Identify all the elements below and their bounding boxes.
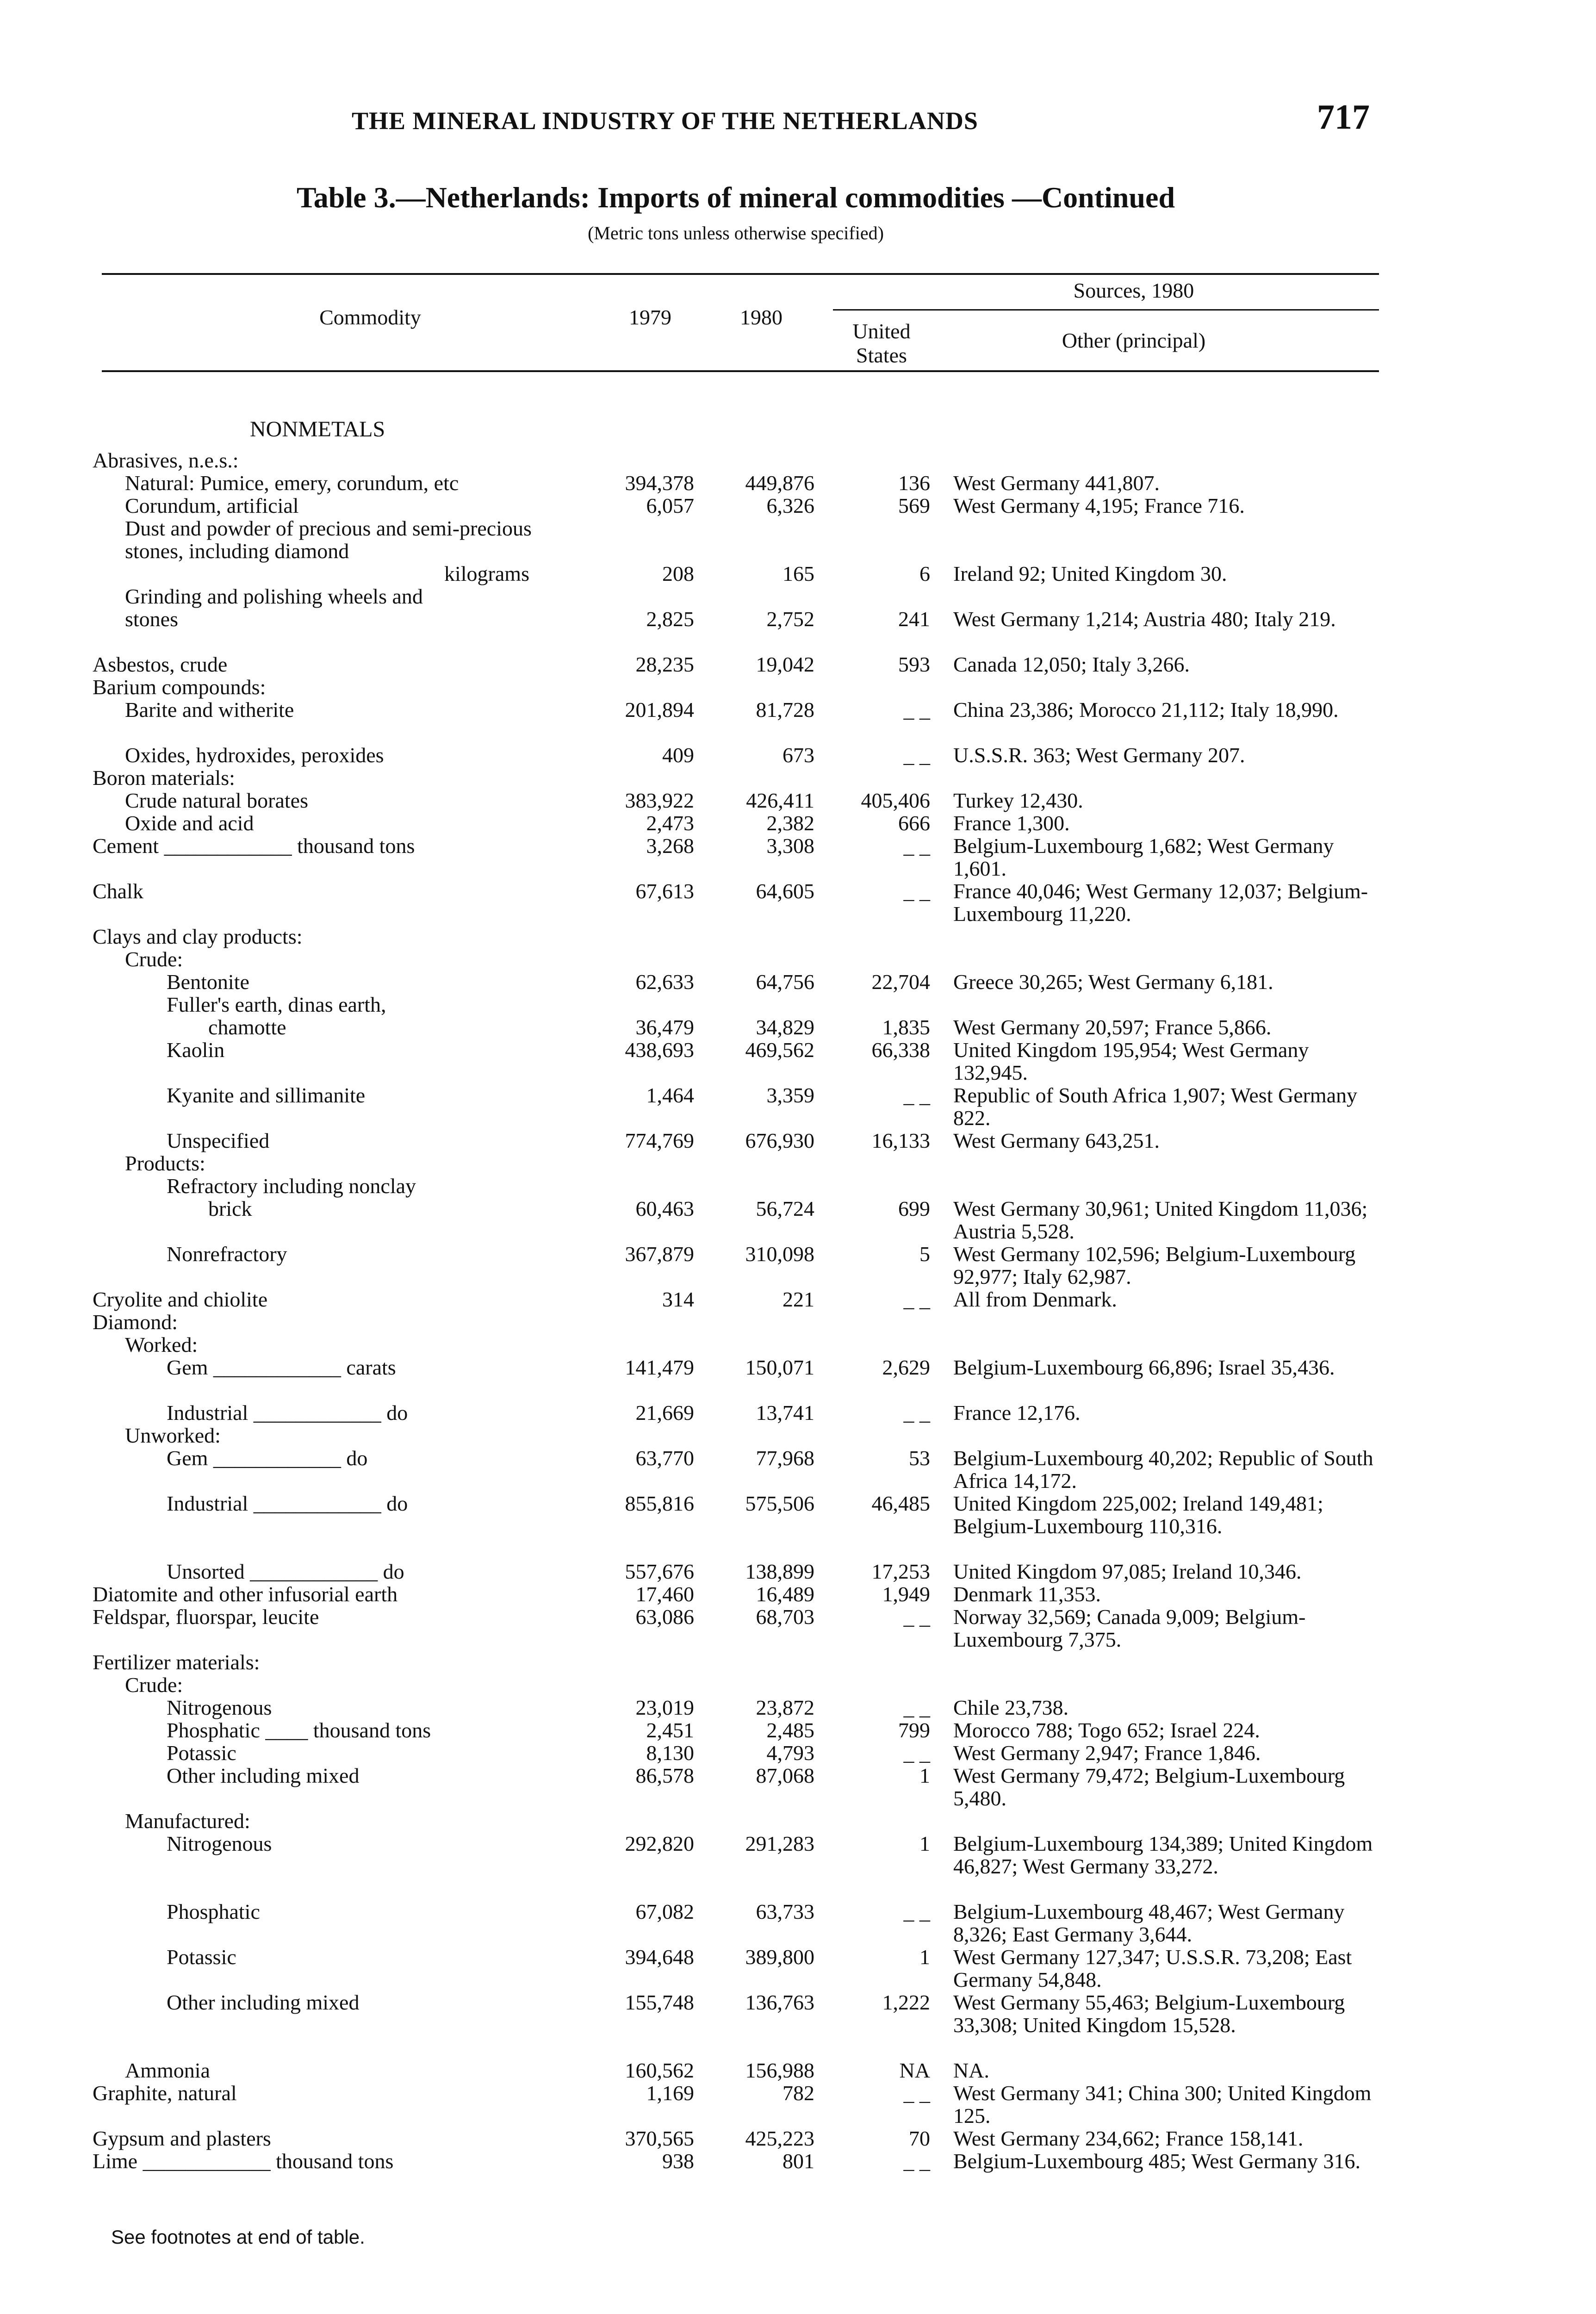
row-other-sources: China 23,386; Morocco 21,112; Italy 18,990. (953, 698, 1339, 722)
row-commodity: Industrial ____________ do (167, 1492, 408, 1515)
row-commodity: Diatomite and other infusorial earth (93, 1582, 398, 1606)
row-value-1979: 63,086 (635, 1605, 694, 1629)
row-value-us: 1,222 (882, 1991, 930, 2014)
row-value-us: 136 (898, 471, 930, 495)
row-value-1979: 3,268 (646, 834, 694, 858)
table-row (93, 1311, 1379, 1333)
row-value-1980: 138,899 (745, 1560, 814, 1583)
row-value-1980: 310,098 (745, 1242, 814, 1266)
table-row (93, 1129, 1379, 1152)
row-commodity: Worked: (125, 1333, 198, 1356)
row-value-1979: 938 (662, 2149, 694, 2173)
row-commodity: Unsorted ____________ do (167, 1560, 404, 1583)
table-row (93, 608, 1379, 653)
row-commodity: Nitrogenous (167, 1696, 272, 1719)
table-row (93, 1583, 1379, 1605)
row-value-1979: 60,463 (635, 1197, 694, 1220)
table-row (93, 2150, 1379, 2195)
table-row (93, 1651, 1379, 1673)
row-value-1980: 156,988 (745, 2059, 814, 2082)
row-value-1980: 676,930 (745, 1129, 814, 1152)
row-other-sources: West Germany 30,961; United Kingdom 11,036; Austria 5,528. (953, 1197, 1368, 1243)
row-value-us: 46,485 (871, 1492, 930, 1515)
row-value-us: 241 (898, 607, 930, 631)
table-row (93, 2127, 1379, 2150)
row-value-1979: 23,019 (635, 1696, 694, 1719)
row-commodity: Manufactured: (125, 1809, 250, 1833)
row-value-us: 22,704 (871, 970, 930, 994)
row-value-1980: 23,872 (756, 1696, 814, 1719)
row-value-1980: 2,382 (766, 811, 814, 835)
table-body (93, 449, 1379, 2314)
row-value-1979: 438,693 (625, 1038, 694, 1062)
row-value-1979: 67,082 (635, 1900, 694, 1923)
table-row (93, 1764, 1379, 1810)
table-row (93, 1900, 1379, 1946)
row-commodity: Crude: (125, 947, 183, 971)
row-commodity: Barium compounds: (93, 675, 266, 699)
page-number: 717 (1317, 98, 1370, 137)
table-row (93, 698, 1379, 744)
row-commodity: Industrial ____________ do (167, 1401, 408, 1424)
row-value-1979: 367,879 (625, 1242, 694, 1266)
row-other-sources: West Germany 643,251. (953, 1129, 1160, 1152)
row-commodity: Crude: (125, 1673, 183, 1697)
row-other-sources: Republic of South Africa 1,907; West Germany 822. (953, 1083, 1358, 1130)
row-value-us: _ _ (903, 1083, 930, 1107)
row-commodity: Chalk (93, 879, 143, 903)
table-row (93, 1560, 1379, 1583)
row-other-sources: Belgium-Luxembourg 66,896; Israel 35,436. (953, 1356, 1335, 1379)
table-row (93, 1673, 1379, 1696)
row-value-us: 593 (898, 653, 930, 676)
row-value-1980: 150,071 (745, 1356, 814, 1379)
row-value-us: _ _ (903, 879, 930, 903)
row-commodity: Kyanite and sillimanite (167, 1083, 366, 1107)
row-other-sources: Belgium-Luxembourg 48,467; West Germany 8,326; East Germany 3,644. (953, 1900, 1345, 1946)
row-value-1979: 2,473 (646, 811, 694, 835)
row-value-us: 699 (898, 1197, 930, 1220)
row-other-sources: France 12,176. (953, 1401, 1081, 1424)
table-row (93, 834, 1379, 880)
row-value-1980: 575,506 (745, 1492, 814, 1515)
row-commodity: Boron materials: (93, 766, 235, 790)
table-row (93, 1333, 1379, 1356)
row-value-1979: 86,578 (635, 1764, 694, 1787)
table-title: Table 3.—Netherlands: Imports of mineral commodities —Continued (296, 181, 1175, 214)
table-row (93, 1288, 1379, 1311)
row-value-us: 666 (898, 811, 930, 835)
table-row (93, 1696, 1379, 1719)
table-row (93, 766, 1379, 789)
row-commodity: Gem ____________ carats (167, 1356, 396, 1379)
row-value-1980: 64,605 (756, 879, 814, 903)
row-value-1979: 63,770 (635, 1446, 694, 1470)
row-value-1979: 394,378 (625, 471, 694, 495)
row-commodity: Fuller's earth, dinas earth, (167, 993, 386, 1016)
row-other-sources: United Kingdom 195,954; West Germany 132,945. (953, 1038, 1309, 1084)
row-commodity: Nitrogenous (167, 1832, 272, 1855)
row-value-1979: 1,169 (646, 2081, 694, 2105)
row-value-1979: 774,769 (625, 1129, 694, 1152)
row-value-1980: 13,741 (756, 1401, 814, 1424)
table-row (93, 562, 1379, 585)
row-other-sources: NA. (953, 2059, 989, 2082)
row-other-sources: West Germany 234,662; France 158,141. (953, 2127, 1304, 2150)
row-other-sources: France 1,300. (953, 811, 1070, 835)
table-row (93, 1243, 1379, 1288)
col-header-1979: 1979 (629, 305, 671, 329)
row-value-1979: 62,633 (635, 970, 694, 994)
row-value-us: _ _ (903, 698, 930, 722)
row-other-sources: United Kingdom 225,002; Ireland 149,481; Belgium-Luxembourg 110,316. (953, 1492, 1323, 1538)
row-value-1980: 2,485 (766, 1718, 814, 1742)
row-value-1979: 208 (662, 562, 694, 585)
row-commodity: Dust and powder of precious and semi-precious stones, including diamond (125, 516, 532, 563)
table-row (93, 812, 1379, 834)
row-value-us: 569 (898, 494, 930, 517)
row-value-us: _ _ (903, 1696, 930, 1719)
row-other-sources: West Germany 441,807. (953, 471, 1160, 495)
row-value-1980: 16,489 (756, 1582, 814, 1606)
row-value-us: _ _ (903, 1605, 930, 1629)
row-value-1979: 394,648 (625, 1945, 694, 1969)
row-value-us: 405,406 (861, 789, 930, 812)
row-value-1980: 81,728 (756, 698, 814, 722)
table-row (93, 676, 1379, 698)
row-value-1979: 201,894 (625, 698, 694, 722)
row-value-1979: 2,451 (646, 1718, 694, 1742)
table-row (93, 970, 1379, 993)
row-value-1980: 425,223 (745, 2127, 814, 2150)
row-commodity: Abrasives, n.e.s.: (93, 448, 239, 472)
row-commodity: Graphite, natural (93, 2081, 237, 2105)
row-value-1979: 314 (662, 1288, 694, 1311)
row-value-1979: 557,676 (625, 1560, 694, 1583)
row-commodity: Cryolite and chiolite (93, 1288, 268, 1311)
row-commodity: Cement ____________ thousand tons (93, 834, 415, 858)
col-header-other: Other (principal) (1062, 329, 1206, 352)
row-other-sources: West Germany 102,596; Belgium-Luxembourg 92,977; Italy 62,987. (953, 1242, 1356, 1288)
row-value-1980: 165 (782, 562, 814, 585)
table-row (93, 925, 1379, 948)
row-commodity: Phosphatic ____ thousand tons (167, 1718, 431, 1742)
col-header-commodity: Commodity (319, 305, 421, 329)
table-row (93, 880, 1379, 925)
table-row (93, 517, 1379, 562)
table-row (93, 1016, 1379, 1039)
table-row (93, 789, 1379, 812)
row-value-1979: 2,825 (646, 607, 694, 631)
row-value-1980: 136,763 (745, 1991, 814, 2014)
row-other-sources: Norway 32,569; Canada 9,009; Belgium-Luxembourg 7,375. (953, 1605, 1306, 1651)
row-commodity: Oxide and acid (125, 811, 254, 835)
row-value-us: 799 (898, 1718, 930, 1742)
row-value-1979: 21,669 (635, 1401, 694, 1424)
table-row (93, 1356, 1379, 1401)
table-header-bottom-rule (102, 370, 1379, 372)
row-value-us: _ _ (903, 1401, 930, 1424)
row-commodity: Crude natural borates (125, 789, 308, 812)
table-row (93, 472, 1379, 494)
row-other-sources: Belgium-Luxembourg 485; West Germany 316. (953, 2149, 1360, 2173)
row-other-sources: West Germany 2,947; France 1,846. (953, 1741, 1261, 1765)
row-value-1979: 67,613 (635, 879, 694, 903)
row-value-1980: 68,703 (756, 1605, 814, 1629)
row-commodity: Diamond: (93, 1310, 178, 1334)
row-value-1980: 782 (782, 2081, 814, 2105)
row-commodity: Bentonite (167, 970, 249, 994)
row-commodity: Potassic (167, 1945, 236, 1969)
row-value-1979: 855,816 (625, 1492, 694, 1515)
row-commodity: chamotte (208, 1015, 286, 1039)
row-value-us: 6 (919, 562, 930, 585)
row-value-1980: 3,308 (766, 834, 814, 858)
row-value-1980: 221 (782, 1288, 814, 1311)
table-row (93, 1424, 1379, 1447)
row-value-us: 1,949 (882, 1582, 930, 1606)
row-value-us: _ _ (903, 2081, 930, 2105)
table-row (93, 993, 1379, 1016)
row-value-1980: 3,359 (766, 1083, 814, 1107)
row-value-1980: 6,326 (766, 494, 814, 517)
row-value-1980: 389,800 (745, 1945, 814, 1969)
col-header-1980: 1980 (740, 305, 782, 329)
row-commodity: Feldspar, fluorspar, leucite (93, 1605, 319, 1629)
row-value-1979: 36,479 (635, 1015, 694, 1039)
row-commodity: brick (208, 1197, 252, 1220)
row-other-sources: Ireland 92; United Kingdom 30. (953, 562, 1227, 585)
table-row (93, 1719, 1379, 1742)
row-commodity: Phosphatic (167, 1900, 260, 1923)
row-value-1980: 426,411 (746, 789, 814, 812)
document-page (93, 88, 1379, 2314)
row-commodity: Natural: Pumice, emery, corundum, etc (125, 471, 459, 495)
table-row (93, 2082, 1379, 2127)
row-value-us: 66,338 (871, 1038, 930, 1062)
row-value-1980: 19,042 (756, 653, 814, 676)
row-commodity: Unworked: (125, 1424, 221, 1447)
row-value-1980: 673 (782, 743, 814, 767)
row-value-us: 70 (909, 2127, 930, 2150)
row-other-sources: Denmark 11,353. (953, 1582, 1101, 1606)
row-value-1980: 77,968 (756, 1446, 814, 1470)
row-value-us: 17,253 (871, 1560, 930, 1583)
row-value-1979: 370,565 (625, 2127, 694, 2150)
row-commodity: Clays and clay products: (93, 925, 303, 948)
row-other-sources: Chile 23,738. (953, 1696, 1069, 1719)
row-value-1979: 160,562 (625, 2059, 694, 2082)
row-value-1980: 64,756 (756, 970, 814, 994)
row-commodity: Gypsum and plasters (93, 2127, 271, 2150)
row-other-sources: West Germany 127,347; U.S.S.R. 73,208; East Germany 54,848. (953, 1945, 1352, 1991)
row-value-1980: 469,562 (745, 1038, 814, 1062)
row-value-1979: 409 (662, 743, 694, 767)
table-row (93, 1492, 1379, 1560)
row-value-us: 1 (919, 1945, 930, 1969)
row-value-1980: 56,724 (756, 1197, 814, 1220)
row-commodity: Gem ____________ do (167, 1446, 368, 1470)
table-row (93, 1605, 1379, 1651)
row-value-us: 53 (909, 1446, 930, 1470)
table-row (93, 744, 1379, 766)
row-value-1979: 141,479 (625, 1356, 694, 1379)
row-value-1980: 87,068 (756, 1764, 814, 1787)
row-value-1979: 28,235 (635, 653, 694, 676)
row-other-sources: West Germany 341; China 300; United Kingdom 125. (953, 2081, 1372, 2127)
table-row (93, 494, 1379, 517)
row-other-sources: West Germany 1,214; Austria 480; Italy 219. (953, 607, 1336, 631)
row-other-sources: West Germany 4,195; France 716. (953, 494, 1245, 517)
row-commodity: stones (125, 607, 178, 631)
row-commodity: Potassic (167, 1741, 236, 1765)
row-commodity: Other including mixed (167, 1764, 360, 1787)
row-value-1979: 6,057 (646, 494, 694, 517)
row-commodity: Lime ____________ thousand tons (93, 2149, 394, 2173)
row-other-sources: All from Denmark. (953, 1288, 1117, 1311)
row-commodity: Unspecified (167, 1129, 270, 1152)
row-value-us: 2,629 (882, 1356, 930, 1379)
row-value-1980: 2,752 (766, 607, 814, 631)
row-commodity: Ammonia (125, 2059, 210, 2082)
table-row (93, 948, 1379, 970)
row-commodity: Kaolin (167, 1038, 225, 1062)
row-value-1979: 292,820 (625, 1832, 694, 1855)
row-other-sources: France 40,046; West Germany 12,037; Belgium-Luxembourg 11,220. (953, 879, 1368, 926)
footnote: See footnotes at end of table. (111, 2226, 365, 2248)
row-commodity: Corundum, artificial (125, 494, 299, 517)
table-row (93, 1832, 1379, 1900)
row-value-us: NA (899, 2059, 930, 2082)
table-top-rule (102, 273, 1379, 275)
row-other-sources: Belgium-Luxembourg 40,202; Republic of South Africa 14,172. (953, 1446, 1373, 1493)
row-value-1980: 291,283 (745, 1832, 814, 1855)
running-title: THE MINERAL INDUSTRY OF THE NETHERLANDS (352, 107, 978, 135)
table-subtitle: (Metric tons unless otherwise specified) (588, 223, 884, 243)
row-other-sources: Belgium-Luxembourg 1,682; West Germany 1,601. (953, 834, 1334, 880)
row-other-sources: West Germany 55,463; Belgium-Luxembourg 33,308; United Kingdom 15,528. (953, 1991, 1345, 2037)
row-value-us: _ _ (903, 1900, 930, 1923)
row-commodity: Oxides, hydroxides, peroxides (125, 743, 384, 767)
table-row (93, 1946, 1379, 1991)
row-value-us: 16,133 (871, 1129, 930, 1152)
row-other-sources: West Germany 20,597; France 5,866. (953, 1015, 1272, 1039)
table-row (93, 1742, 1379, 1764)
row-value-1979: 8,130 (646, 1741, 694, 1765)
table-row (93, 1447, 1379, 1492)
row-other-sources: U.S.S.R. 363; West Germany 207. (953, 743, 1245, 767)
table-row (93, 449, 1379, 472)
row-commodity: kilograms (444, 562, 529, 585)
running-header (93, 97, 1379, 139)
col-header-sources: Sources, 1980 (1073, 279, 1194, 302)
row-value-us: 1 (919, 1832, 930, 1855)
table-row (93, 653, 1379, 676)
col-header-united-states: United States (852, 319, 911, 367)
table-row (93, 1197, 1379, 1243)
row-value-us: _ _ (903, 2149, 930, 2173)
row-commodity: Products: (125, 1151, 205, 1175)
row-commodity: Other including mixed (167, 1991, 360, 2014)
row-commodity: Nonrefractory (167, 1242, 287, 1266)
table-row (93, 1039, 1379, 1084)
row-commodity: Grinding and polishing wheels and (125, 585, 423, 608)
row-commodity: Barite and witherite (125, 698, 294, 722)
row-commodity: Refractory including nonclay (167, 1174, 416, 1198)
table-row (93, 1175, 1379, 1197)
row-other-sources: United Kingdom 97,085; Ireland 10,346. (953, 1560, 1302, 1583)
table-row (93, 2059, 1379, 2082)
sources-rule (833, 309, 1379, 311)
row-other-sources: Belgium-Luxembourg 134,389; United Kingdom 46,827; West Germany 33,272. (953, 1832, 1373, 1878)
row-value-1979: 155,748 (625, 1991, 694, 2014)
row-other-sources: Turkey 12,430. (953, 789, 1083, 812)
row-value-1979: 1,464 (646, 1083, 694, 1107)
row-other-sources: Morocco 788; Togo 652; Israel 224. (953, 1718, 1260, 1742)
table-row (93, 585, 1379, 608)
table-row (93, 1991, 1379, 2059)
section-label: NONMETALS (250, 417, 385, 442)
row-value-1980: 34,829 (756, 1015, 814, 1039)
row-value-us: 5 (919, 1242, 930, 1266)
row-value-us: 1,835 (882, 1015, 930, 1039)
row-other-sources: Greece 30,265; West Germany 6,181. (953, 970, 1273, 994)
row-value-us: _ _ (903, 1288, 930, 1311)
row-commodity: Asbestos, crude (93, 653, 228, 676)
row-value-us: _ _ (903, 743, 930, 767)
row-other-sources: West Germany 79,472; Belgium-Luxembourg 5,480. (953, 1764, 1345, 1810)
row-value-us: 1 (919, 1764, 930, 1787)
row-value-1979: 17,460 (635, 1582, 694, 1606)
table-row (93, 1152, 1379, 1175)
row-value-1980: 63,733 (756, 1900, 814, 1923)
table-row (93, 1084, 1379, 1129)
table-row (93, 1810, 1379, 1832)
row-value-1980: 4,793 (766, 1741, 814, 1765)
row-value-1979: 383,922 (625, 789, 694, 812)
row-commodity: Fertilizer materials: (93, 1650, 260, 1674)
row-value-1980: 449,876 (745, 471, 814, 495)
row-value-us: _ _ (903, 1741, 930, 1765)
table-row (93, 1401, 1379, 1424)
row-other-sources: Canada 12,050; Italy 3,266. (953, 653, 1190, 676)
row-value-us: _ _ (903, 834, 930, 858)
row-value-1980: 801 (782, 2149, 814, 2173)
